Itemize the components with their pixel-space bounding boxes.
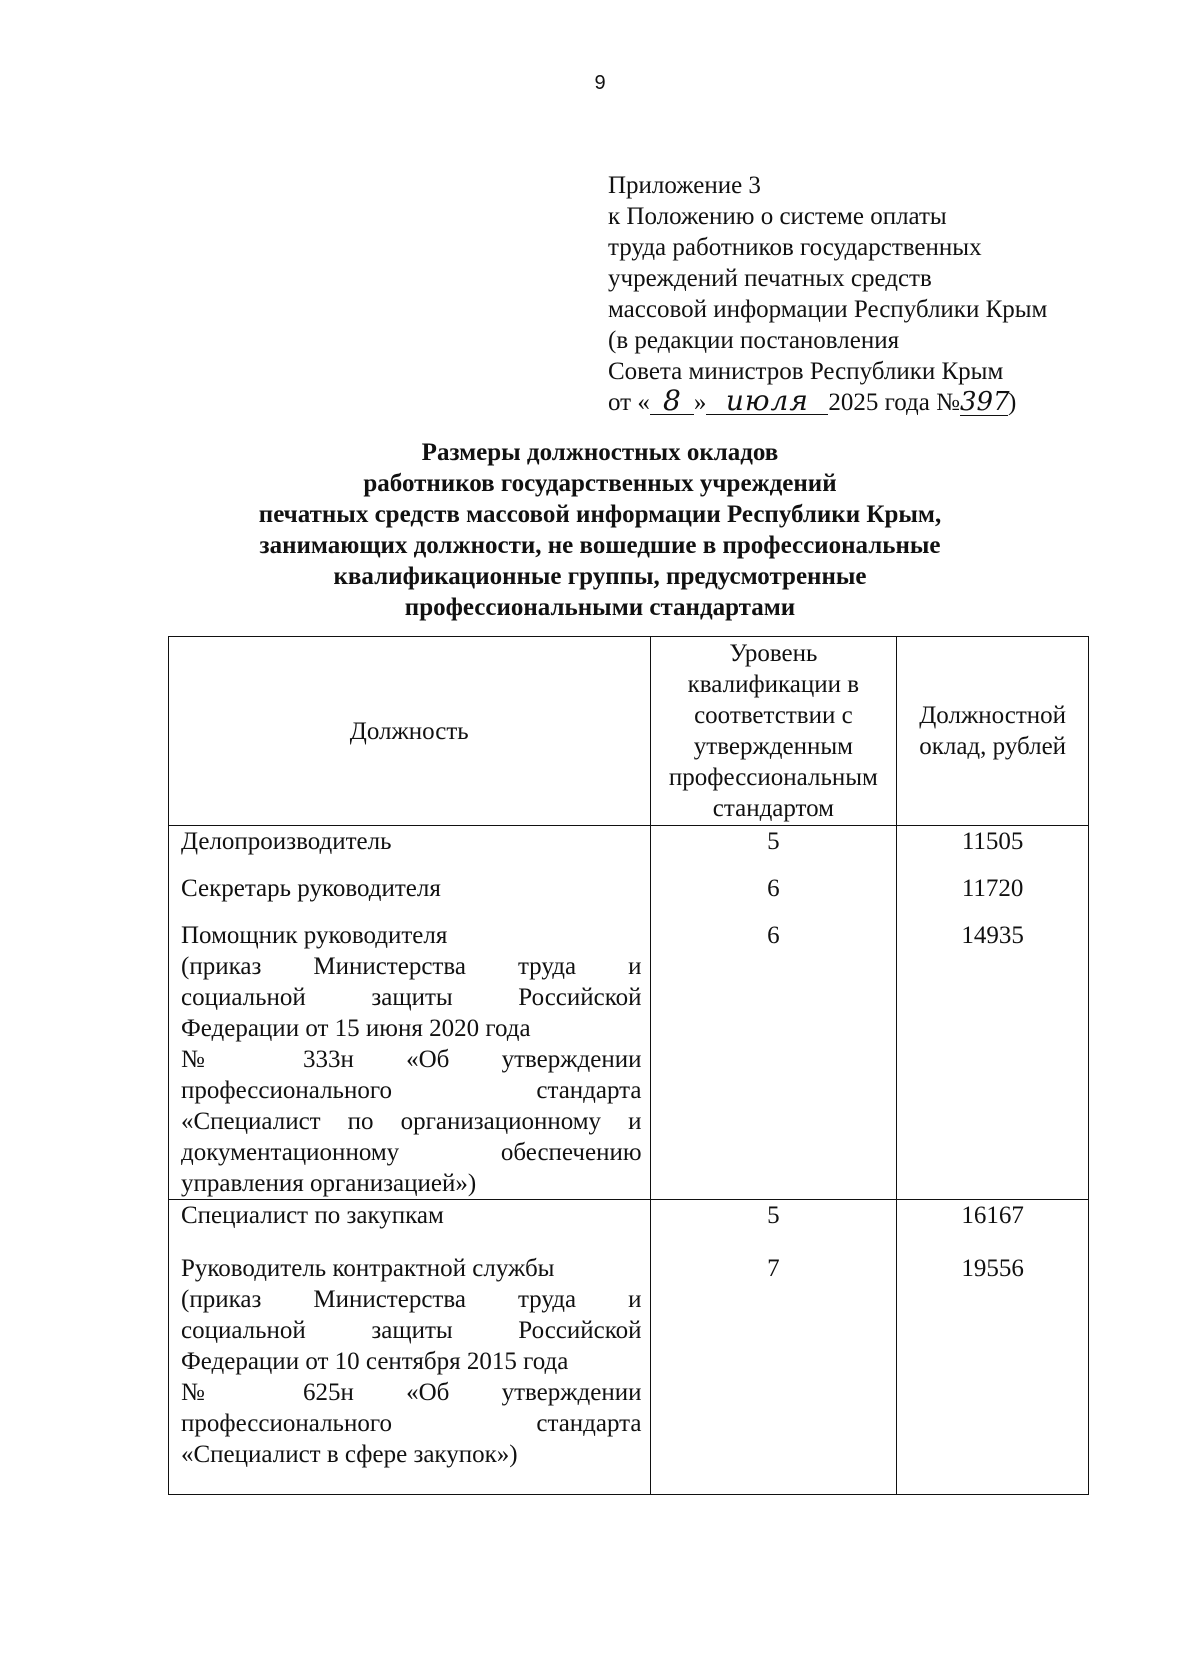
level-value: 5 xyxy=(767,828,780,855)
order-reference-line: Федерации от 15 июня 2020 года xyxy=(181,1015,531,1042)
order-reference-line: профессионального стандарта xyxy=(181,1077,642,1104)
salary-value: 16167 xyxy=(961,1202,1024,1229)
document-title xyxy=(0,437,1200,623)
order-reference-line: (приказ Министерства труда и xyxy=(181,953,642,980)
title-line: печатных средств массовой информации Республики Крым, xyxy=(258,501,942,528)
title-line: работников государственных учреждений xyxy=(363,470,837,497)
date-suffix: ) xyxy=(1007,389,1017,416)
level-value: 6 xyxy=(767,875,780,902)
handwritten-month: июля xyxy=(706,388,828,415)
position-title: Делопроизводитель xyxy=(181,828,392,855)
position-cell xyxy=(169,826,651,1200)
salary-cell xyxy=(897,1200,1089,1495)
order-reference-line: № 625н «Об утверждении xyxy=(181,1379,642,1406)
table-row xyxy=(169,826,1089,1200)
header-qualification-level: Уровень квалификации в соответствии с утвержденным профессиональным стандартом xyxy=(650,637,897,826)
position-title: Секретарь руководителя xyxy=(181,875,441,902)
appendix-header xyxy=(608,170,1168,418)
position-title: Руководитель контрактной службы xyxy=(181,1255,555,1282)
table-header-row xyxy=(169,637,1089,826)
order-reference-line: «Специалист по организационному и xyxy=(181,1108,642,1135)
level-cell xyxy=(650,826,897,1200)
title-line: занимающих должности, не вошедшие в профессиональные xyxy=(259,532,941,559)
appendix-line: массовой информации Республики Крым xyxy=(608,296,1048,323)
order-reference-line: № 333н «Об утверждении xyxy=(181,1046,642,1073)
appendix-line: Приложение 3 xyxy=(608,172,761,199)
order-reference-line: социальной защиты Российской xyxy=(181,1317,642,1344)
appendix-line: труда работников государственных xyxy=(608,234,982,261)
page-number: 9 xyxy=(594,72,606,94)
order-reference-line: «Специалист в сфере закупок») xyxy=(181,1441,518,1468)
level-value: 6 xyxy=(767,922,780,949)
level-value: 7 xyxy=(767,1255,780,1282)
handwritten-doc-number: 397 xyxy=(959,387,1010,417)
order-reference-line: профессионального стандарта xyxy=(181,1410,642,1437)
salary-value: 11720 xyxy=(961,875,1024,902)
position-title: Специалист по закупкам xyxy=(181,1202,444,1229)
header-position: Должность xyxy=(169,637,651,826)
level-cell xyxy=(650,1200,897,1495)
title-line: Размеры должностных окладов xyxy=(421,439,779,466)
order-reference-line: управления организацией») xyxy=(181,1170,477,1197)
order-reference-line: документационному обеспечению xyxy=(181,1139,642,1166)
salary-table xyxy=(168,636,1089,1495)
date-quote: » xyxy=(693,389,707,416)
appendix-line: (в редакции постановления xyxy=(608,327,900,354)
order-reference-line: Федерации от 10 сентября 2015 года xyxy=(181,1348,569,1375)
appendix-date-line xyxy=(608,384,1168,418)
order-reference-line: (приказ Министерства труда и xyxy=(181,1286,642,1313)
header-salary: Должностной оклад, рублей xyxy=(897,637,1089,826)
order-reference-line: социальной защиты Российской xyxy=(181,984,642,1011)
salary-value: 14935 xyxy=(961,922,1024,949)
position-title: Помощник руководителя xyxy=(181,922,448,949)
appendix-line: Совета министров Республики Крым xyxy=(608,358,1004,385)
table-row xyxy=(169,1200,1089,1495)
title-line: квалификационные группы, предусмотренные xyxy=(333,563,867,590)
salary-cell xyxy=(897,826,1089,1200)
date-prefix: от « xyxy=(608,389,650,416)
salary-value: 19556 xyxy=(961,1255,1024,1282)
level-value: 5 xyxy=(767,1202,780,1229)
date-year: 2025 года № xyxy=(828,389,960,416)
handwritten-day: 8 xyxy=(650,388,694,415)
position-cell xyxy=(169,1200,651,1495)
appendix-line: учреждений печатных средств xyxy=(608,265,932,292)
appendix-line: к Положению о системе оплаты xyxy=(608,203,947,230)
salary-value: 11505 xyxy=(961,828,1024,855)
title-line: профессиональными стандартами xyxy=(404,594,796,621)
